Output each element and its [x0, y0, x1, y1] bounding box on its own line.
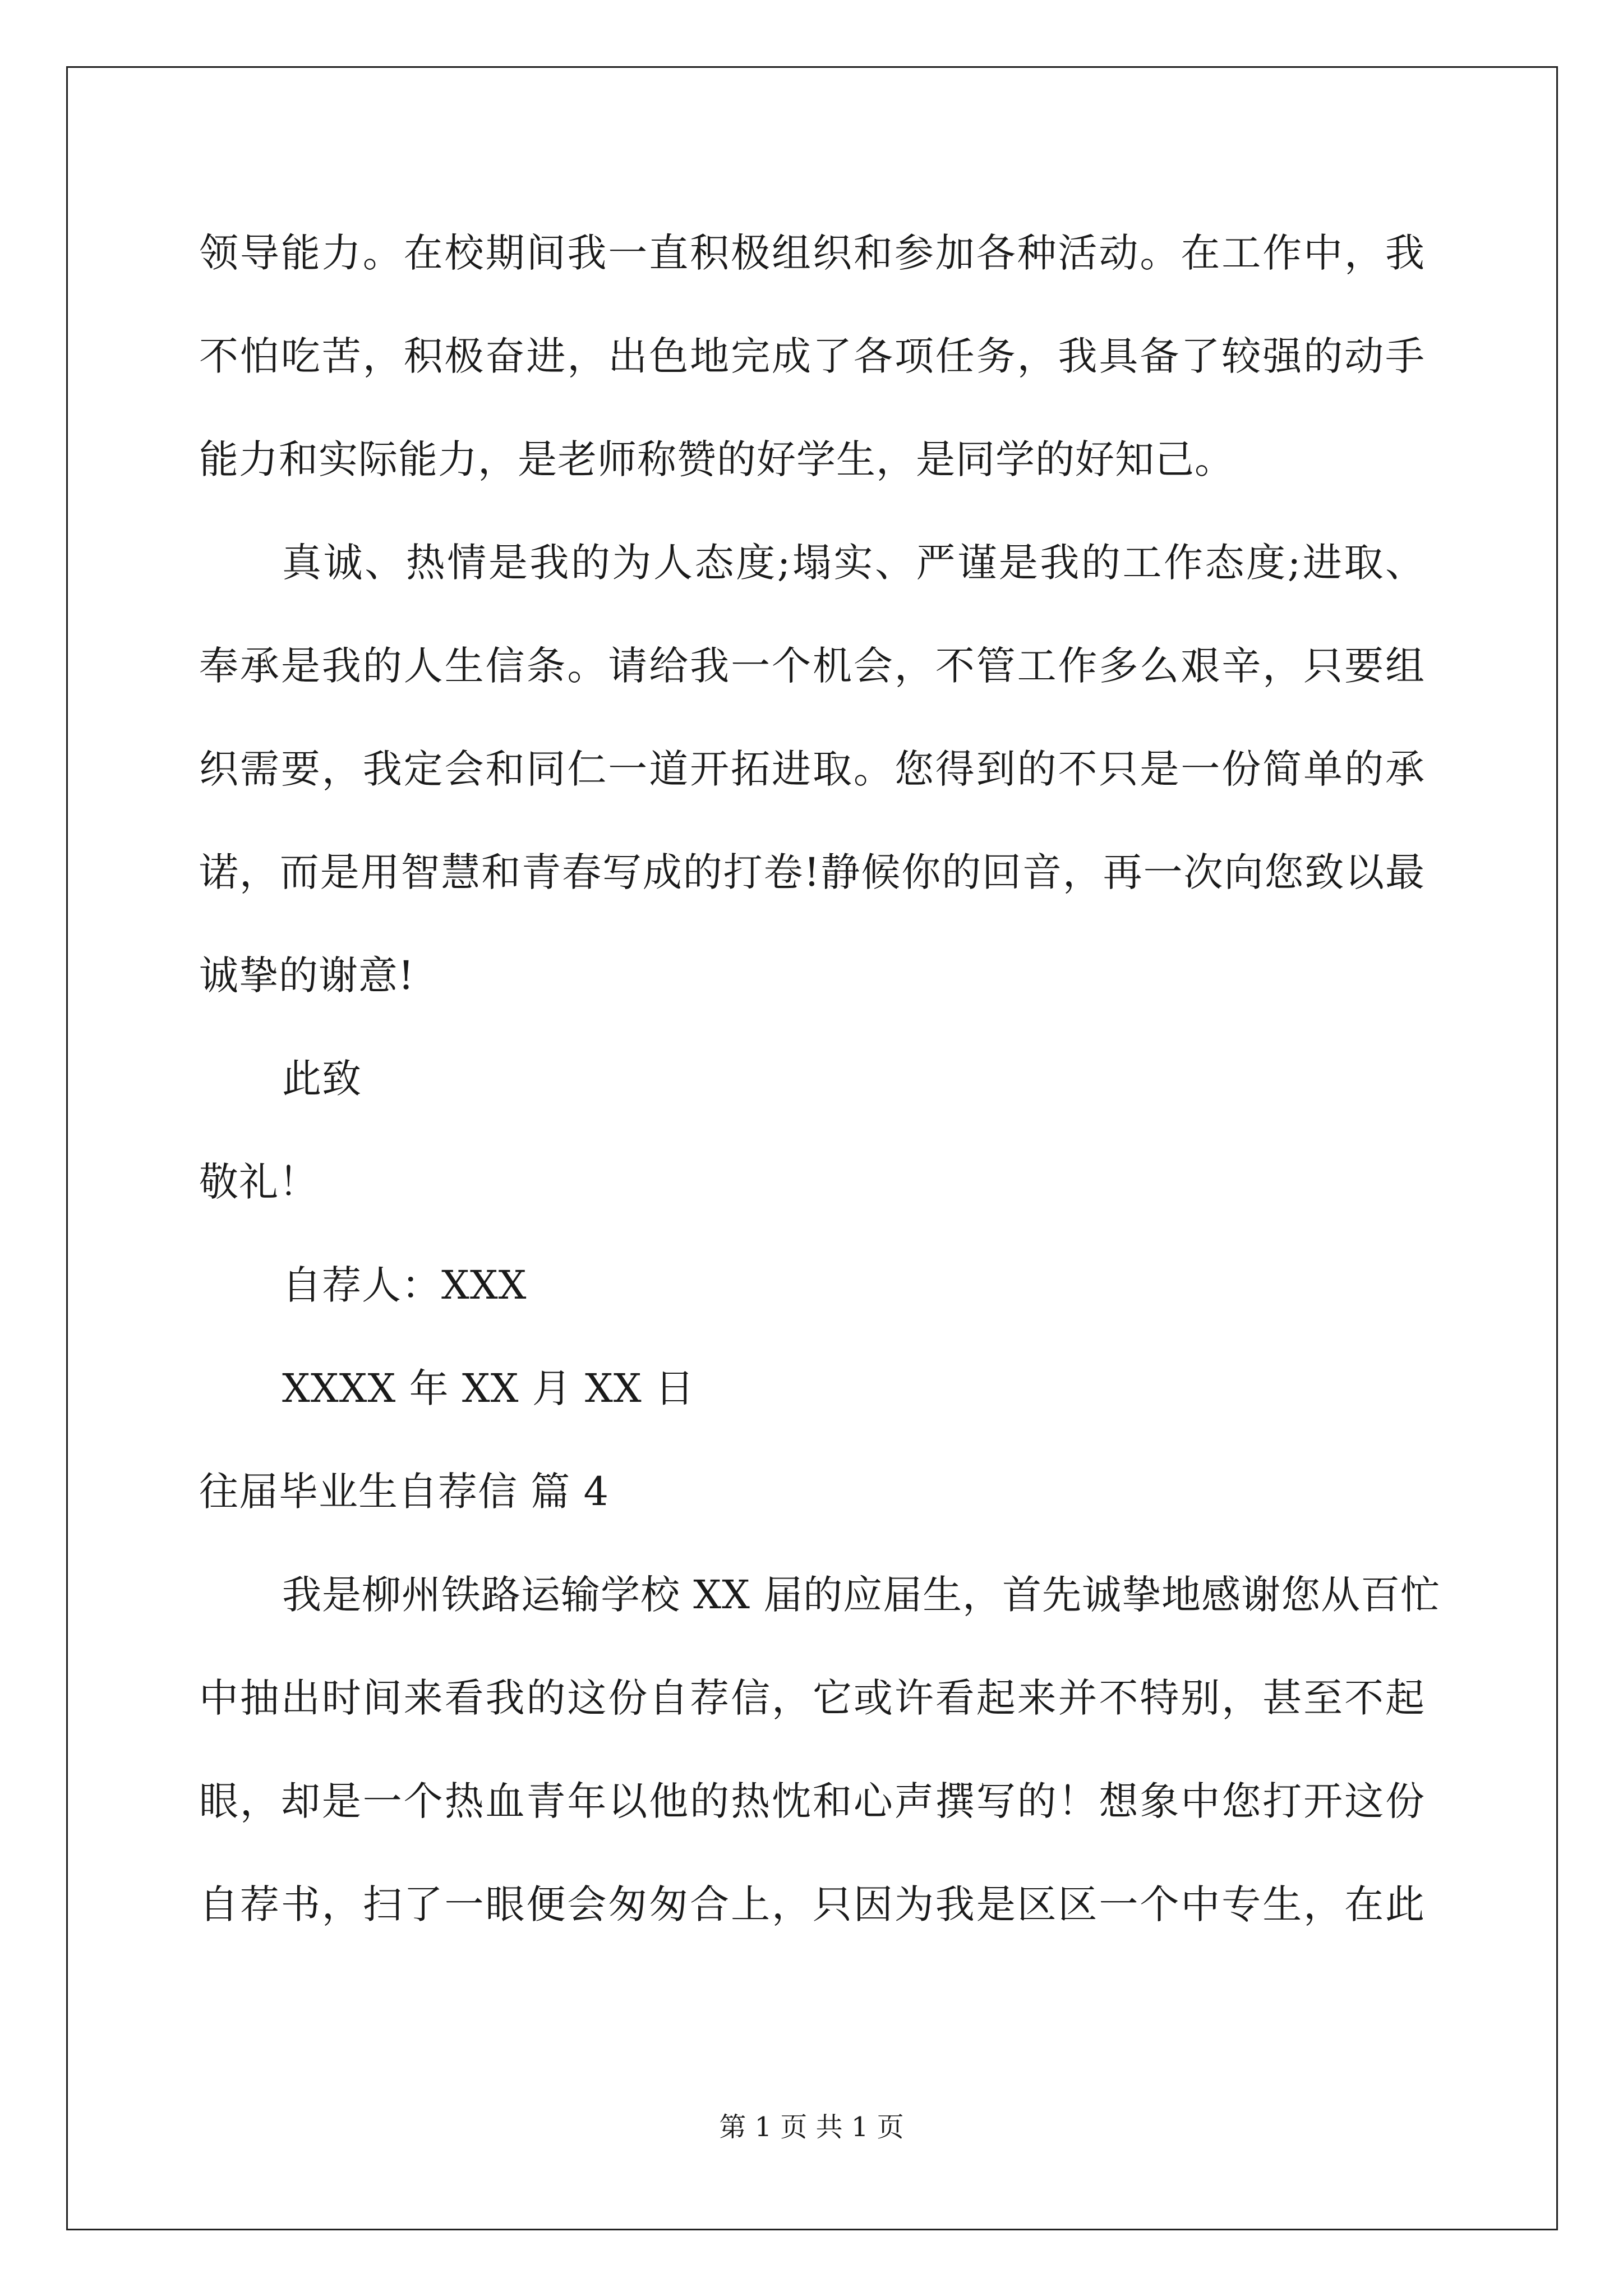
- paragraph-line: 自荐书，扫了一眼便会匆匆合上，只因为我是区区一个中专生，在此: [199, 1881, 1425, 1927]
- page-footer: 第 1 页 共 1 页: [719, 2111, 904, 2143]
- document-body: [199, 219, 1441, 1973]
- paragraph-line: 中抽出时间来看我的这份自荐信，它或许看起来并不特别，甚至不起: [199, 1675, 1425, 1721]
- paragraph-line: 眼，却是一个热血青年以他的热忱和心声撰写的！想象中您打开这份: [199, 1778, 1425, 1824]
- date-line: XXXX 年 XX 月 XX 日: [282, 1365, 695, 1411]
- paragraph-line: 能力和实际能力，是老师称赞的好学生，是同学的好知己。: [199, 436, 1234, 482]
- paragraph-line: 不怕吃苦，积极奋进，出色地完成了各项任务，我具备了较强的动手: [199, 333, 1425, 379]
- signature-line: 自荐人：XXX: [282, 1262, 527, 1308]
- paragraph-line: 我是柳州铁路运输学校 XX 届的应届生，首先诚挚地感谢您从百忙: [282, 1572, 1441, 1618]
- paragraph-line: 奉承是我的人生信条。请给我一个机会，不管工作多么艰辛，只要组: [199, 643, 1425, 689]
- paragraph-line: 真诚、热情是我的为人态度;塌实、严谨是我的工作态度;进取、: [282, 540, 1425, 586]
- closing-regards: 敬礼！: [199, 1159, 319, 1205]
- closing-salutation: 此致: [282, 1056, 362, 1102]
- paragraph-line: 织需要，我定会和同仁一道开拓进取。您得到的不只是一份简单的承: [199, 746, 1425, 792]
- paragraph-line: 诚挚的谢意!: [199, 953, 415, 999]
- section-heading: 往届毕业生自荐信 篇 4: [199, 1469, 610, 1515]
- paragraph-line: 领导能力。在校期间我一直积极组织和参加各种活动。在工作中，我: [199, 230, 1425, 276]
- paragraph-line: 诺，而是用智慧和青春写成的打卷!静候你的回音，再一次向您致以最: [199, 849, 1425, 895]
